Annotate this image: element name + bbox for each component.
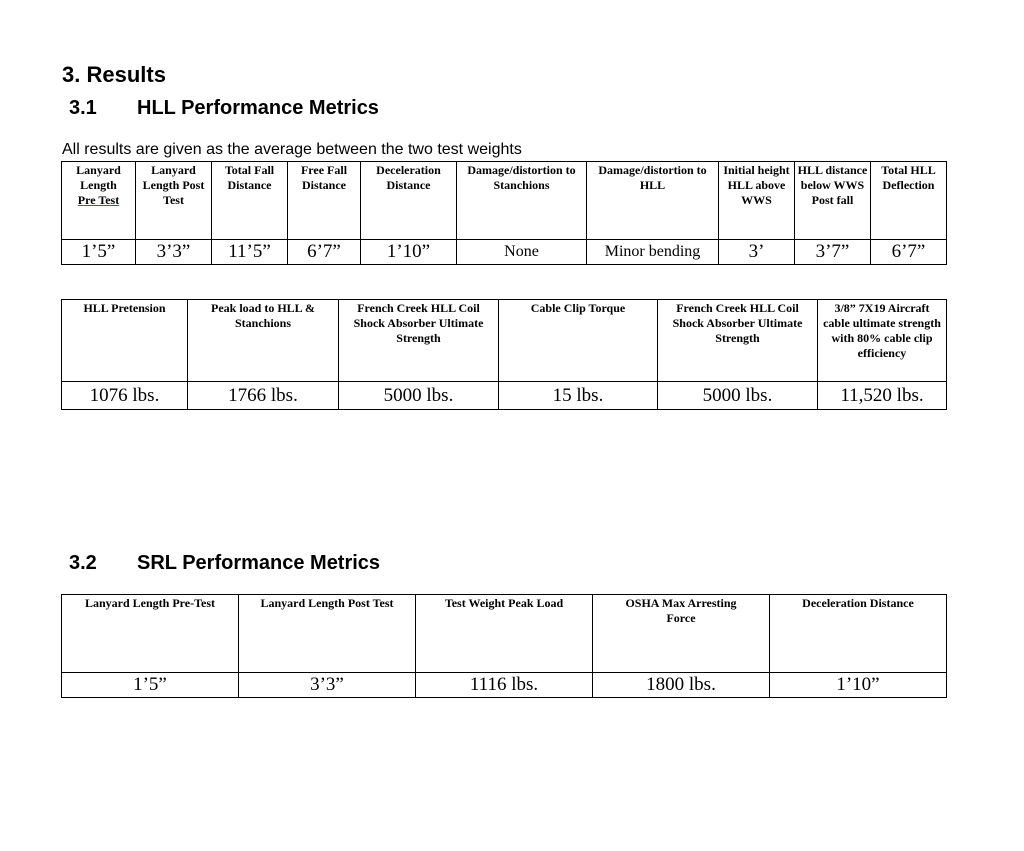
table-header-cell: HLL Pretension <box>62 300 188 382</box>
table-header-cell: Damage/distortion to Stanchions <box>457 162 587 240</box>
table-row <box>62 673 947 698</box>
table-cell: 11,520 lbs. <box>818 382 947 410</box>
table-header-cell: Initial height HLL above WWS <box>719 162 795 240</box>
table-cell: 3’3” <box>136 240 212 265</box>
srl-section-title: SRL Performance Metrics <box>137 552 381 574</box>
table-header-cell: HLL distance below WWS Post fall <box>795 162 871 240</box>
averaging-note: All results are given as the average between the two test weights <box>62 141 522 158</box>
table-cell: 1’5” <box>62 240 136 265</box>
results-heading-number: 3. <box>62 62 81 87</box>
table-header-row <box>62 162 947 240</box>
table-header-cell: Deceleration Distance <box>361 162 457 240</box>
table-cell: 1766 lbs. <box>188 382 339 410</box>
table-cell: 5000 lbs. <box>339 382 499 410</box>
table-cell: 6’7” <box>871 240 947 265</box>
table-header-cell: French Creek HLL Coil Shock Absorber Ultimate Strength <box>658 300 818 382</box>
table-header-cell: Damage/distortion to HLL <box>587 162 719 240</box>
hll-section-number: 3.1 <box>69 97 97 119</box>
srl-section-heading <box>69 552 380 575</box>
table-header-cell: French Creek HLL Coil Shock Absorber Ultimate Strength <box>339 300 499 382</box>
table-header-cell: Test Weight Peak Load <box>416 595 593 673</box>
table-header-row <box>62 300 947 382</box>
table-header-cell: Free Fall Distance <box>288 162 361 240</box>
table-header-cell: OSHA Max Arresting Force <box>593 595 770 673</box>
results-heading-title: Results <box>86 62 166 87</box>
table-cell: 5000 lbs. <box>658 382 818 410</box>
table-cell: 1800 lbs. <box>593 673 770 698</box>
table-header-cell: Lanyard Length Pre Test <box>62 162 136 240</box>
table-header-cell: Total HLL Deflection <box>871 162 947 240</box>
table-cell: 6’7” <box>288 240 361 265</box>
table-cell: 3’3” <box>239 673 416 698</box>
hll-results-table-1 <box>61 161 947 265</box>
hll-results-table-2 <box>61 299 947 410</box>
table-header-cell: Lanyard Length Post Test <box>239 595 416 673</box>
table-cell: 11’5” <box>212 240 288 265</box>
table-header-row <box>62 595 947 673</box>
table-cell: Minor bending <box>587 240 719 265</box>
table-cell: 1076 lbs. <box>62 382 188 410</box>
srl-section-number: 3.2 <box>69 552 97 574</box>
srl-results-table <box>61 594 947 698</box>
table-cell: 1’5” <box>62 673 239 698</box>
underlined-text: Pre Test <box>77 193 120 207</box>
table-cell: 3’ <box>719 240 795 265</box>
table-cell: 1’10” <box>770 673 947 698</box>
table-header-cell: Peak load to HLL & Stanchions <box>188 300 339 382</box>
table-header-cell: 3/8” 7X19 Aircraft cable ultimate strength with 80% cable clip efficiency <box>818 300 947 382</box>
results-heading <box>62 62 166 88</box>
table-cell: 1’10” <box>361 240 457 265</box>
hll-section-title: HLL Performance Metrics <box>137 97 379 119</box>
table-header-cell: Lanyard Length Pre-Test <box>62 595 239 673</box>
table-cell: None <box>457 240 587 265</box>
table-cell: 15 lbs. <box>499 382 658 410</box>
table-cell: 3’7” <box>795 240 871 265</box>
table-header-cell: Total Fall Distance <box>212 162 288 240</box>
table-row <box>62 240 947 265</box>
table-cell: 1116 lbs. <box>416 673 593 698</box>
table-header-cell: Lanyard Length Post Test <box>136 162 212 240</box>
hll-section-heading <box>69 97 379 120</box>
table-header-cell: Cable Clip Torque <box>499 300 658 382</box>
table-header-cell: Deceleration Distance <box>770 595 947 673</box>
table-row <box>62 382 947 410</box>
